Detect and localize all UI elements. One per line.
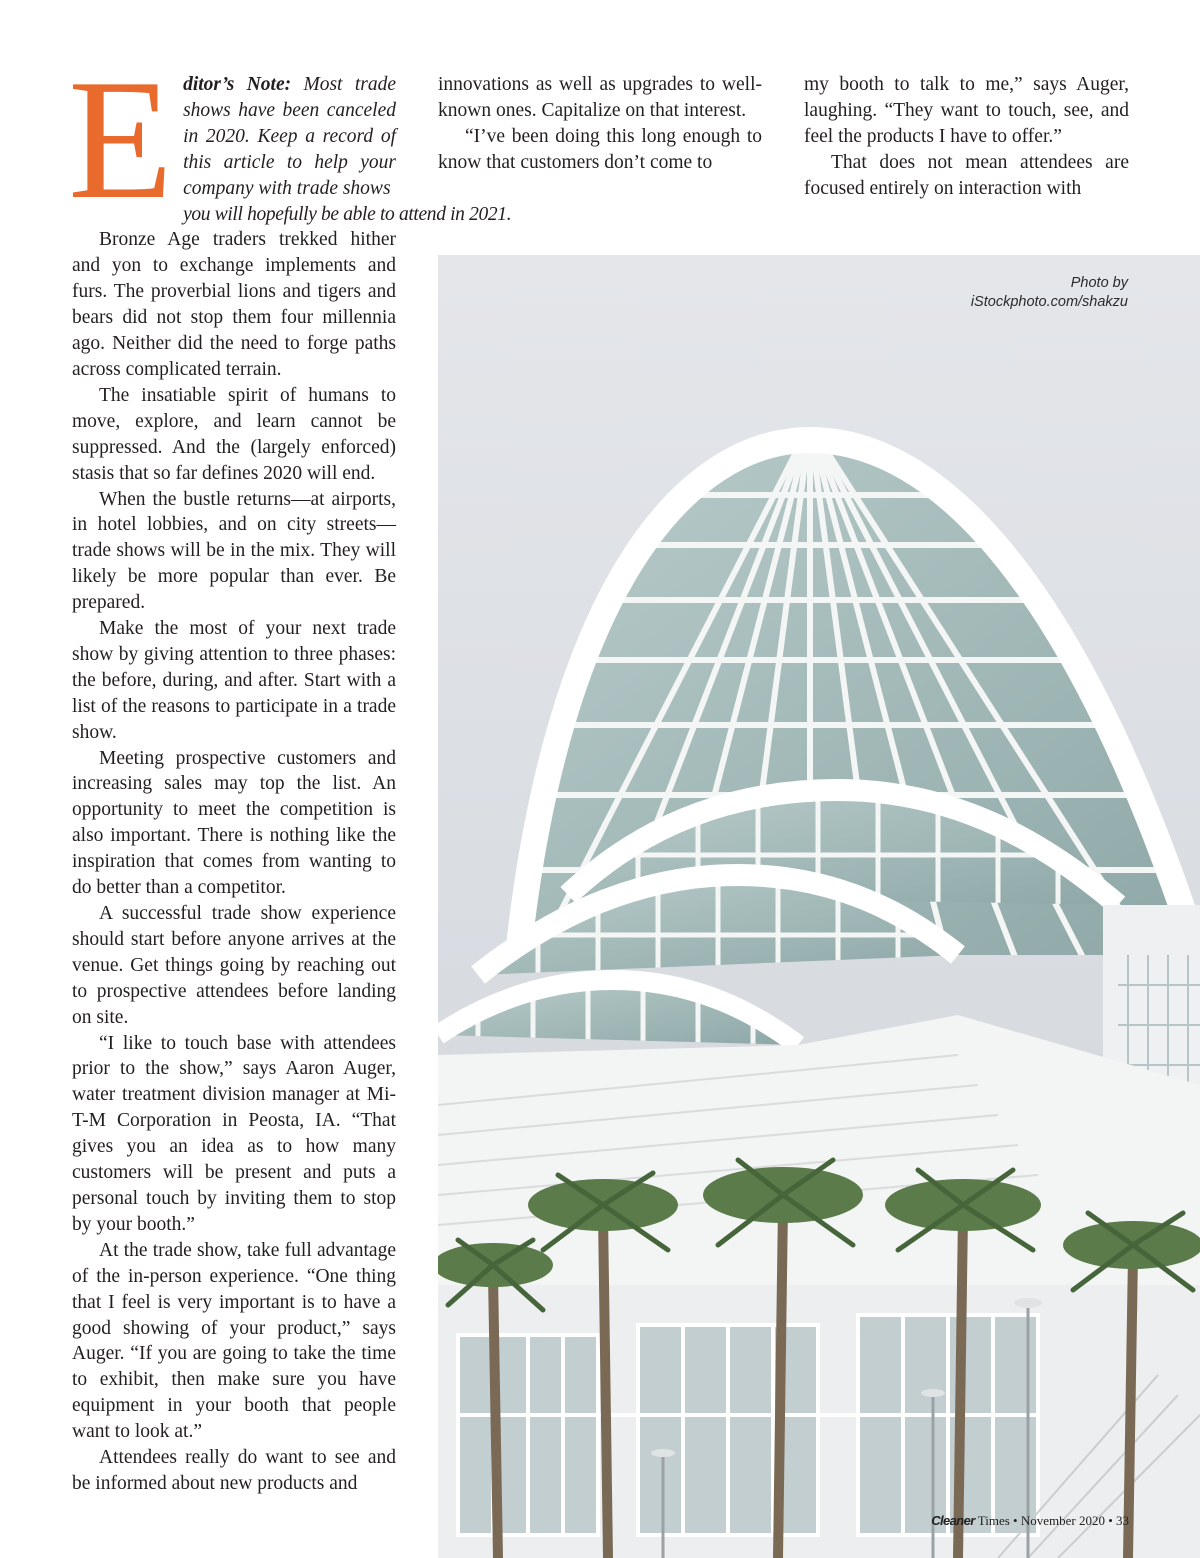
body-paragraph: Bronze Age traders trekked hither and yon to exchange implements and furs. The proverbial lions and tigers and bears did not stop them four millennia ago. Neither did the need to forge paths across complicated terrain. <box>72 229 396 380</box>
photo-illustration <box>438 255 1200 1558</box>
photo-credit-line-1: Photo by <box>1070 275 1128 291</box>
drop-cap: E <box>68 45 174 235</box>
footer-publication: Times • November 2020 • 33 <box>974 1513 1129 1528</box>
article-column-2 <box>438 72 762 176</box>
page-footer <box>931 1513 1129 1529</box>
body-paragraph: “I like to touch base with attendees prior to the show,” says Aaron Auger, water treatment division manager at Mi-T-M Corporation in Peosta, IA. “That gives you an idea as to how many customers will be present and puts a personal touch by inviting them to stop by your booth.” <box>72 1032 396 1235</box>
article-column-3 <box>804 72 1129 202</box>
editors-note-last-line: you will hopefully be able to attend in 2021. <box>183 203 512 225</box>
article-column-1 <box>68 45 512 1497</box>
body-paragraph: “I’ve been doing this long enough to know that customers don’t come to <box>438 125 762 173</box>
body-paragraph: When the bustle returns—at airports, in hotel lobbies, and on city streets—trade shows will be in the mix. They will likely be more popular than ever. Be prepared. <box>72 488 396 614</box>
body-paragraph: The insatiable spirit of humans to move, explore, and learn cannot be suppressed. And the (largely enforced) stasis that so far defines 2020 will end. <box>72 384 396 484</box>
body-paragraph: innovations as well as upgrades to well-known ones. Capitalize on that interest. <box>438 74 762 121</box>
footer-brand: Cleaner <box>931 1513 975 1528</box>
body-paragraph: A successful trade show experience should start before anyone arrives at the venue. Get things going by reaching out to prospective attendees before landing on site. <box>72 903 396 1028</box>
body-paragraph: At the trade show, take full advantage of the in-person experience. “One thing that I feel is very important is to have a good showing of your product,” says Auger. “If you are going to take the time to exhibit, then make sure you have equipment in your booth that people want to look at.” <box>72 1239 396 1443</box>
photo-credit <box>971 274 1128 312</box>
body-paragraph: Make the most of your next trade show by giving attention to three phases: the before, during, and after. Start with a list of the reasons to participate in a trade show. <box>72 618 396 743</box>
photo-credit-line-2: iStockphoto.com/shakzu <box>970 294 1128 310</box>
body-paragraph: That does not mean attendees are focused entirely on interaction with <box>804 151 1129 199</box>
editors-note-label: ditor’s Note: <box>183 74 292 95</box>
convention-center-photo <box>438 255 1200 1558</box>
body-paragraph: Meeting prospective customers and increasing sales may top the list. An opportunity to meet the competition is also important. There is nothing like the inspiration that comes from wanting to do better than a competitor. <box>72 747 396 899</box>
editors-note-text: Most trade shows have been canceled in 2020. Keep a record of this article to help your company with trade shows <box>183 74 396 199</box>
body-paragraph: my booth to talk to me,” says Auger, laughing. “They want to touch, see, and feel the products I have to offer.” <box>804 74 1129 147</box>
body-paragraph: Attendees really do want to see and be informed about new products and <box>72 1447 396 1494</box>
